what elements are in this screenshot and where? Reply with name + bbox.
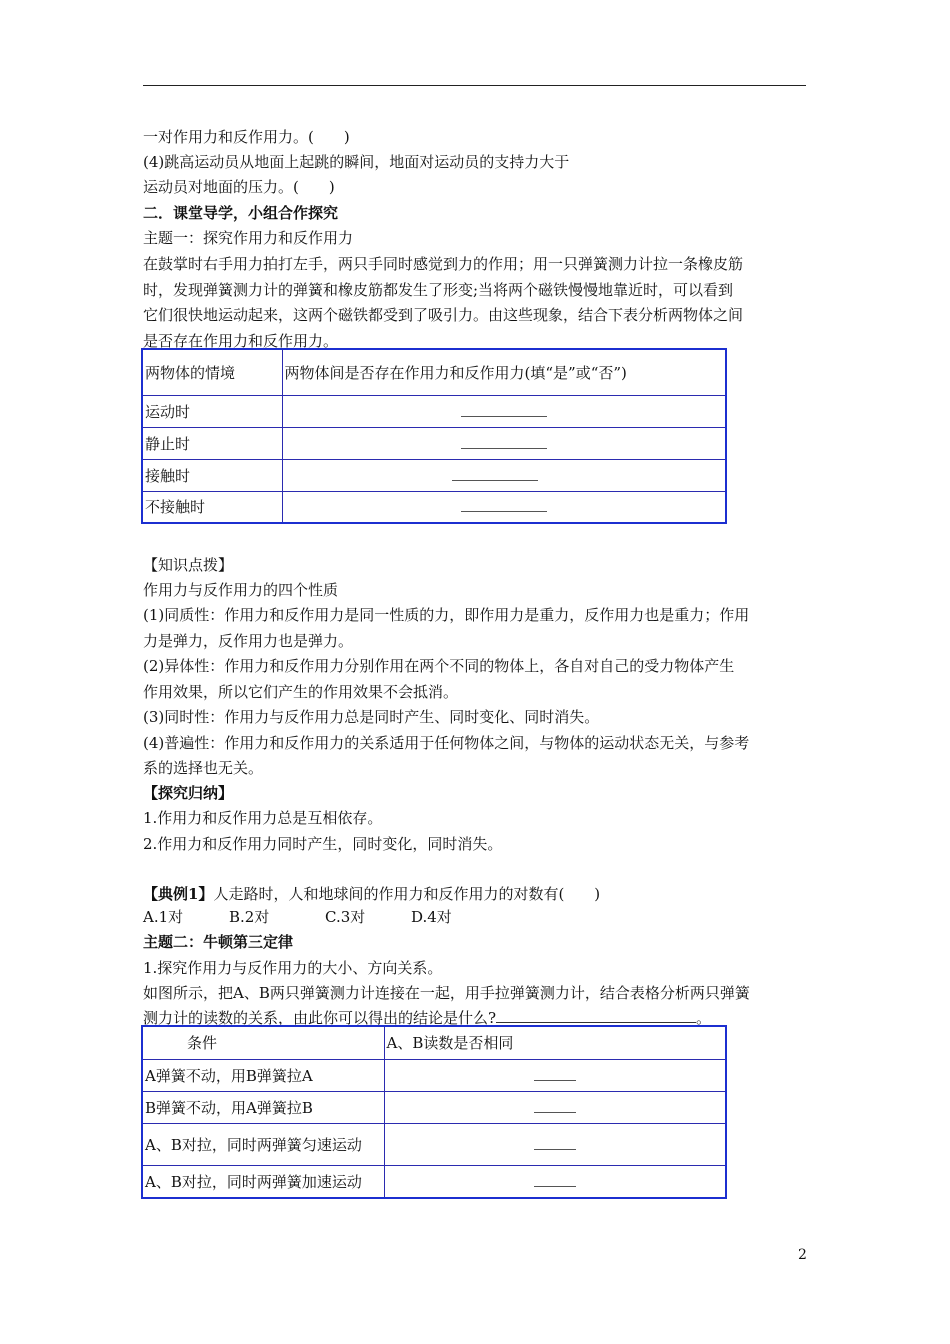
- text-line: 一对作用力和反作用力。( ): [143, 128, 350, 146]
- page-number: 2: [798, 1247, 807, 1263]
- text-line: 作用效果，所以它们产生的作用效果不会抵消。: [143, 683, 459, 701]
- answer-blank[interactable]: [282, 427, 726, 459]
- tips-heading: 【知识点拨】: [143, 556, 234, 574]
- answer-blank[interactable]: [282, 491, 726, 523]
- table-cell: 静止时: [142, 427, 282, 459]
- answer-blank[interactable]: [384, 1059, 726, 1091]
- header-rule: [143, 85, 806, 86]
- paragraph-line: 时，发现弹簧测力计的弹簧和橡皮筋都发生了形变;当将两个磁铁慢慢地靠近时，可以看到: [143, 281, 734, 299]
- answer-blank[interactable]: [282, 395, 726, 427]
- situation-table: [141, 348, 727, 524]
- section-heading: 二．课堂导学，小组合作探究: [143, 204, 339, 222]
- table-cell: A、B对拉，同时两弹簧匀速运动: [142, 1123, 384, 1165]
- conclusion-blank[interactable]: [496, 1008, 696, 1023]
- table-cell: 不接触时: [142, 491, 282, 523]
- option-b[interactable]: B.2对: [229, 908, 270, 926]
- table-header: A、B读数是否相同: [384, 1026, 726, 1059]
- table-header: 条件: [142, 1026, 384, 1059]
- text-line: 如图所示，把A、B两只弹簧测力计连接在一起，用手拉弹簧测力计，结合表格分析两只弹簧: [143, 984, 750, 1002]
- example-text: 人走路时，人和地球间的作用力和反作用力的对数有( ): [213, 885, 601, 903]
- answer-blank[interactable]: [384, 1123, 726, 1165]
- option-c[interactable]: C.3对: [325, 908, 366, 926]
- answer-blank[interactable]: [384, 1091, 726, 1123]
- paragraph-line: 在鼓掌时右手用力拍打左手，两只手同时感觉到力的作用；用一只弹簧测力计拉一条橡皮筋: [143, 255, 744, 273]
- text-line: 系的选择也无关。: [143, 759, 264, 777]
- table-cell: A、B对拉，同时两弹簧加速运动: [142, 1165, 384, 1198]
- answer-blank[interactable]: [384, 1165, 726, 1198]
- topic-heading: 主题二：牛顿第三定律: [143, 933, 294, 951]
- text-line: 作用力与反作用力的四个性质: [143, 581, 339, 599]
- text-line: 1.探究作用力与反作用力的大小、方向关系。: [143, 959, 443, 977]
- paragraph-line: 是否存在作用力和反作用力。: [143, 332, 339, 350]
- text-line: (4)普遍性：作用力和反作用力的关系适用于任何物体之间，与物体的运动状态无关，与参考: [143, 734, 750, 752]
- option-d[interactable]: D.4对: [411, 908, 452, 926]
- text-line: (4)跳高运动员从地面上起跳的瞬间，地面对运动员的支持力大于: [143, 153, 570, 171]
- text-line: 2.作用力和反作用力同时产生，同时变化，同时消失。: [143, 835, 503, 853]
- text-line: 1.作用力和反作用力总是互相依存。: [143, 809, 383, 827]
- table-cell: A弹簧不动，用B弹簧拉A: [142, 1059, 384, 1091]
- topic-heading: 主题一：探究作用力和反作用力: [143, 229, 354, 247]
- answer-options: [143, 907, 452, 927]
- text-line: (3)同时性：作用力与反作用力总是同时产生、同时变化、同时消失。: [143, 708, 600, 726]
- text-line: 力是弹力，反作用力也是弹力。: [143, 632, 354, 650]
- question-text: 测力计的读数的关系，由此你可以得出的结论是什么?: [143, 1009, 497, 1027]
- text-line: (2)异体性：作用力和反作用力分别作用在两个不同的物体上，各自对自己的受力物体产生: [143, 657, 735, 675]
- option-a[interactable]: A.1对: [143, 908, 184, 926]
- example-label: 【典例1】: [143, 885, 214, 903]
- table-header: 两物体间是否存在作用力和反作用力(填“是”或“否”): [282, 349, 726, 395]
- table-cell: 接触时: [142, 459, 282, 491]
- table-cell: B弹簧不动，用A弹簧拉B: [142, 1091, 384, 1123]
- paragraph-line: 它们很快地运动起来，这两个磁铁都受到了吸引力。由这些现象，结合下表分析两物体之间: [143, 306, 744, 324]
- answer-blank[interactable]: [282, 459, 726, 491]
- text-line: 运动员对地面的压力。( ): [143, 178, 335, 196]
- text-line: (1)同质性：作用力和反作用力是同一性质的力，即作用力是重力，反作用力也是重力；作用: [143, 606, 750, 624]
- example-question: [143, 884, 600, 904]
- table-cell: 运动时: [142, 395, 282, 427]
- table-header: 两物体的情境: [142, 349, 282, 395]
- spring-reading-table: [141, 1025, 727, 1199]
- summary-heading: 【探究归纳】: [143, 784, 234, 802]
- period: 。: [696, 1009, 712, 1027]
